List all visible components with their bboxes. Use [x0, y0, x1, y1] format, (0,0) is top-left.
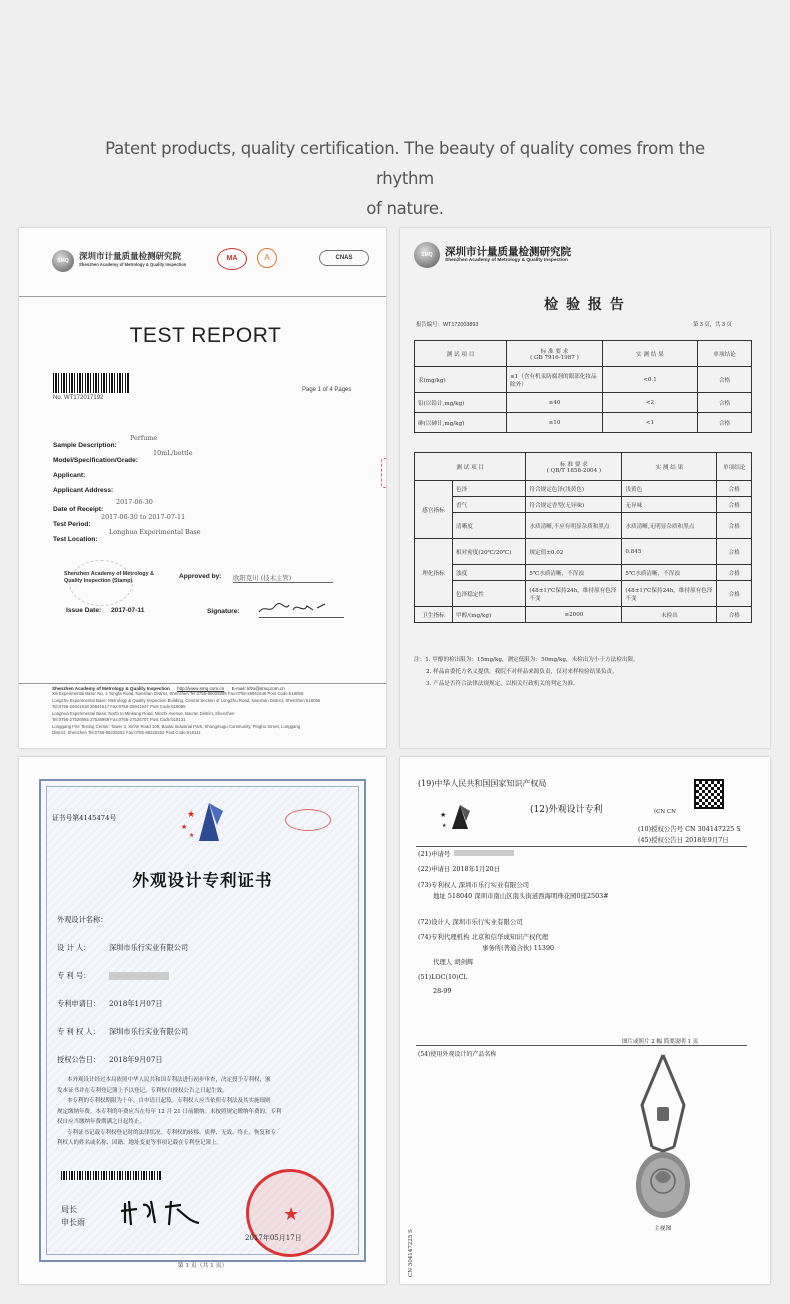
pub-field: 地址 518040 深圳市南山区南头街道西海明珠花园0座2503# — [433, 892, 609, 900]
certificate-issue-date: 2017年05月17日 — [245, 1234, 302, 1242]
page-count: Page 1 of 4 Pages — [302, 387, 352, 393]
field-row: Test Location: Longhua Experimental Base — [53, 528, 201, 543]
footer-line: District, Shenzhen Tel:0755-89225252 Fax:0755-89225262 Post Code:518111 — [52, 730, 201, 735]
pendant-product-image — [618, 1053, 708, 1223]
smq-logo-icon: SMQ — [52, 250, 74, 272]
cn-code: (CN CN — [654, 809, 676, 815]
qr-code-icon — [694, 779, 724, 809]
field-row: Applicant Address: — [53, 487, 114, 494]
quality-index-table — [414, 452, 752, 623]
report-number: No. WT172017192 — [53, 395, 104, 401]
svg-text:★: ★ — [189, 832, 195, 839]
table-header: 标 准 要 求 ( QB/T 1858-2004 ) — [526, 453, 622, 481]
patent-certificate-document — [19, 757, 386, 1284]
official-red-seal-icon: ★ — [246, 1169, 334, 1257]
table-header: 单项结论 — [717, 453, 752, 481]
main-view-label: 主视图 — [654, 1226, 672, 1232]
pub-field: 事务所(普通合伙) 11390 — [482, 944, 555, 952]
report-barcode — [53, 373, 129, 393]
table-row: 汞(mg/kg) ≤1（含有机汞防腐剂的眼部化妆品除外） <0.1 合格 — [415, 367, 752, 393]
institute-name-en: Shenzhen Academy of Metrology & Quality Inspection — [445, 258, 568, 263]
approved-by-value: 欧阳克川 (技术主管) — [233, 573, 333, 583]
field-row: Test Period: 2017-06-30 to 2017-07-11 — [53, 513, 186, 528]
cnas-mark-icon: CNAS — [319, 250, 369, 266]
figure-rule — [416, 1045, 747, 1046]
svg-text:★: ★ — [181, 823, 188, 831]
table-header: 单项结论 — [698, 341, 752, 367]
seal-stamp-icon — [285, 809, 331, 831]
headline — [80, 134, 730, 224]
table-header: 实 测 结 果 — [603, 341, 698, 367]
institute-name-en: Shenzhen Academy of Metrology & Quality Inspection — [79, 262, 187, 267]
table-row: 卫生指标 甲醇/(mg/kg) ≤2000 未检出 合格 — [415, 607, 752, 623]
footer-divider — [19, 683, 386, 684]
footer-line: Tel:0755-26941618 26941617 Fax:0755-26941547 Post Code:518055 — [52, 704, 186, 709]
page-count: 第 3 页，共 3 页 — [693, 322, 732, 328]
institute-name-cn: 深圳市计量质量检测研究院 — [79, 251, 182, 261]
footer-title: Shenzhen Academy of Metrology & Quality Inspection — [52, 686, 170, 691]
test-report-document — [19, 228, 386, 748]
product-name-label: (54)使用外观设计的产品名称 — [418, 1051, 497, 1058]
document-type: (12)外观设计专利 — [530, 805, 603, 815]
smq-logo-icon: SMQ — [414, 242, 440, 268]
stamp-seal-icon — [69, 560, 133, 606]
institute-name-cn: 深圳市计量质量检测研究院 — [445, 246, 571, 258]
issuing-authority: (19)中华人民共和国国家知识产权局 — [418, 779, 547, 788]
table-row: 色泽稳定性 (48±1)℃保持24h，维持原有色泽不变 (48±1)℃保持24h，维持原有色泽不变 合格 — [415, 581, 752, 607]
pub-field: (74)专利代理机构 北京和信华成知识产权代理 — [418, 933, 549, 941]
pub-field: 代理人 胡剑辉 — [433, 958, 474, 966]
certificate-footer: 第 1 页（共 1 页） — [177, 1263, 228, 1269]
footer-line: Longgang Fire Testing Center: Tower 3, Xinhe Road 109, Baolai Industrial Park, Shangmugu Community, Pinghu Street, Longgang — [52, 723, 301, 729]
certificate-title: 外观设计专利证书 — [132, 871, 273, 890]
pub-field: (21)申请号 — [418, 849, 514, 858]
inspection-report-document — [400, 228, 770, 748]
footer-email: E-mail: kfzx@smq.com.cn — [231, 686, 285, 691]
footer-url-link[interactable]: http://www.smq.com.cn — [177, 686, 225, 691]
director-name: 申长雨 — [61, 1218, 85, 1227]
table-row: 感官指标 色泽 符合规定色泽(浅黄色) 浅黄色 合格 — [415, 481, 752, 497]
svg-text:★: ★ — [187, 810, 196, 820]
cert-row: 外观设计名称： — [57, 915, 108, 924]
note-line: 2. 样品由委托方名义提供，我院不对样品来源负责，仅对来样检验结果负责。 — [426, 669, 618, 675]
table-header: 实 测 结 果 — [622, 453, 717, 481]
footer-line: Tel:0755-27526955 27526959 Fax:0755-27526707 Post Code:518131 — [52, 717, 186, 722]
report-notes — [414, 654, 764, 690]
pub-field: (51)LOC(10)Cl. — [418, 973, 468, 981]
headline-line-1: Patent products, quality certification. The beauty of quality comes from the rhythm — [105, 139, 705, 188]
svg-text:★: ★ — [442, 823, 447, 829]
director-signature — [119, 1195, 209, 1229]
issue-date-label: Issue Date: — [66, 607, 102, 614]
pub-field: (73)专利权人 深圳市乐行实业有限公司 — [418, 881, 530, 889]
cma-mark-icon: MA — [217, 248, 247, 270]
director — [61, 1203, 85, 1229]
header-divider — [19, 296, 386, 297]
field-row: Date of Receipt: 2017-06-30 — [53, 498, 153, 513]
issue-date-value: 2017-07-11 — [111, 607, 145, 614]
certificate-body: 本外观设计经过本局依照中华人民共和国专利法进行初步审查，决定授予专利权，颁 发本证书并在专利登记簿上予以登记。专利权自授权公告之日起生效。 本专利的专利权期限为十年，自申请日起算。专利权人应当依照专利法及其实施细则 规定缴纳年费。本专利的年费应当在每年 12 月 21 日前缴纳。未按照规定缴纳年费的，专利 权自应当缴纳年费期满之日起终止。 专利证书记载专利权登记时的法律状况。专利权的转移、质押、无效、终止、恢复和专 利权人的姓名或名称、国籍、地址变更等事项记载在专利登记簿上。 — [57, 1077, 282, 1146]
director-title: 局长 — [61, 1205, 77, 1214]
inspection-title: 检 验 报 告 — [544, 296, 626, 312]
table-header: 标 准 要 求 ( GB 7916-1987 ) — [507, 341, 603, 367]
table-row: 砷(以砷计,mg/kg) ≤10 <1 合格 — [415, 413, 752, 433]
cert-row: 授权公告日： 2018年9月07日 — [57, 1055, 163, 1064]
approved-by-label: Approved by: — [179, 573, 222, 580]
field-row: Applicant: — [53, 472, 86, 479]
seam-stamp-icon — [381, 458, 386, 488]
grant-number: (10)授权公告号 CN 304147225 S — [638, 825, 741, 833]
table-row: 香气 符合规定香型(无异味) 无异味 合格 — [415, 497, 752, 513]
note-line: 注：1. 甲醇的检出限为：15mg/kg，测定低限为：50mg/kg，未检出为小于方法检出限。 — [414, 657, 639, 663]
report-title: TEST REPORT — [129, 324, 282, 347]
svg-text:★: ★ — [440, 811, 447, 819]
stamp-text: Shenzhen Academy of Metrology & Quality Inspection (Stamp) — [64, 571, 154, 584]
field-row: Model/Specification/Grade: 10mL/bottle — [53, 449, 193, 464]
pub-field: (22)申请日 2018年1月20日 — [418, 865, 500, 873]
table-header: 测 试 项 目 — [415, 341, 507, 367]
footer-line: Longzhu Experimental Base: Metrology & Quality Inspection Building, Central Section of LongZhu Road, Nanshan District, Shenzhen 518055 — [52, 697, 321, 703]
headline-line-2: of nature. — [366, 199, 444, 218]
signature-label: Signature: — [207, 608, 240, 615]
heavy-metal-table — [414, 340, 752, 433]
header-rule — [416, 846, 747, 847]
figure-count: 图片或照片 2 幅 简要说明 1 页 — [622, 1039, 699, 1045]
table-row: 浊度 5℃水质清晰，不浑浊 5℃水质清晰，不浑浊 合格 — [415, 565, 752, 581]
grant-date: (45)授权公告日 2018年9月7日 — [638, 836, 729, 844]
table-row: 理化指标 相对密度(20℃/20℃) 规定值±0.02 0.845 合格 — [415, 539, 752, 565]
table-row: 铅(以铅计,mg/kg) ≤40 <2 合格 — [415, 393, 752, 413]
cert-row: 专 利 号： — [57, 971, 90, 981]
footer-line: Longhua Experimental Base: North to Minkang Road, Minzhi Avenue, Bao'an District, Shenzhen — [52, 710, 235, 716]
cal-mark-icon: A — [257, 248, 277, 268]
side-publication-number: CN 304147225 S — [408, 1229, 414, 1277]
pub-field: (72)设计人 深圳市乐行实业有限公司 — [418, 918, 523, 926]
pub-field: 28-99 — [433, 987, 452, 995]
cert-row: 设 计 人： 深圳市乐行实业有限公司 — [57, 943, 189, 952]
table-row: 清晰度 水质清晰,不应有明显杂质和黑点 水质清晰,无明显杂质和黑点 合格 — [415, 513, 752, 539]
note-line: 3. 产品是否符合法律法规规定，以相关行政机关的判定为准。 — [426, 681, 579, 687]
signature-line — [259, 617, 344, 618]
report-number: 报告编号：WT172003893 — [416, 322, 479, 328]
patent-office-emblem-icon — [179, 799, 239, 843]
handwritten-signature — [255, 596, 335, 618]
certificate-barcode — [61, 1171, 161, 1180]
sample-fields — [53, 434, 353, 543]
patent-office-emblem-icon — [438, 803, 478, 831]
report-footer — [52, 686, 372, 737]
cert-row: 专 利 权 人： 深圳市乐行实业有限公司 — [57, 1027, 189, 1036]
table-header: 测 试 项 目 — [415, 453, 526, 481]
certificate-number: 证书号第4145474号 — [52, 814, 117, 822]
footer-line: Xili Experimental Base: No. 4 Tongfa Road, Nanshan District, Shenzhen Tel:0755-86009898 Fax:0755-26941545 Post Code:518055 — [52, 691, 304, 696]
patent-publication-document — [400, 757, 770, 1284]
cert-row: 专利申请日： 2018年1月07日 — [57, 999, 163, 1008]
field-row: Sample Description: Perfume — [53, 434, 158, 449]
